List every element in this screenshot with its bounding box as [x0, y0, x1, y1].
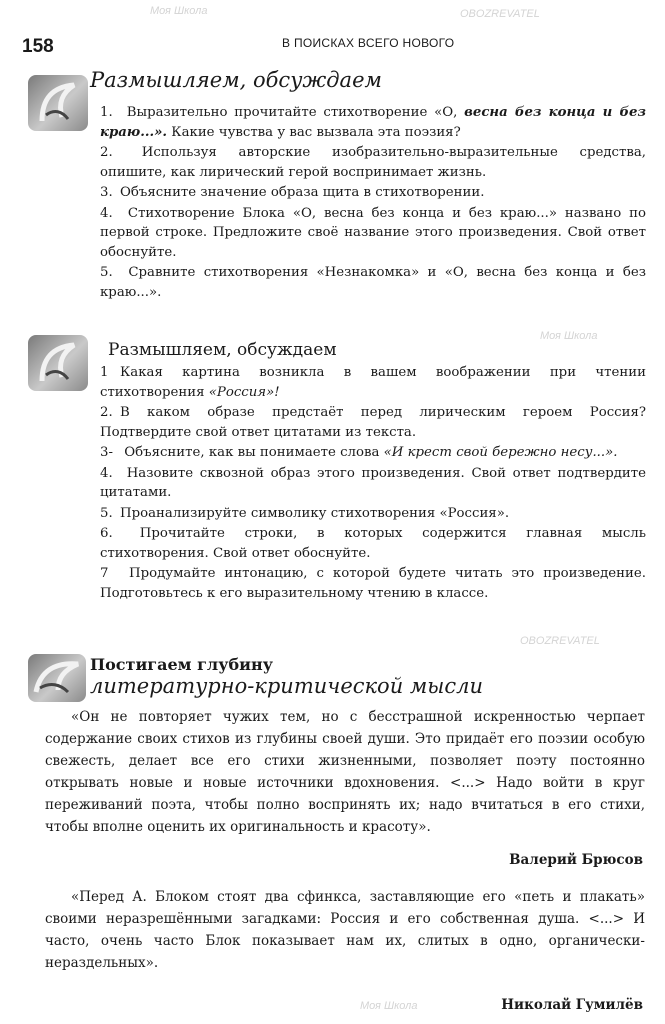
watermark: OBOZREVATEL — [520, 635, 600, 647]
discussion-icon — [28, 335, 88, 391]
list-item: 2. В каком образе предстаёт перед лирическим героем Россия? Подтвердите свой ответ цитатами из текста. — [100, 405, 646, 440]
section-title: Размышляем, обсуждаем — [108, 340, 337, 360]
section-subtitle: литературно-критической мысли — [90, 674, 484, 698]
list-item: 7 Продумайте интонацию, с которой будете читать это произведение. Подготовьтесь к его выразительному чтению в классе. — [100, 566, 646, 601]
section-title: Постигаем глубину — [90, 655, 273, 674]
watermark: OBOZREVATEL — [460, 8, 540, 20]
list-item: 5. Сравните стихотворения «Незнакомка» и «О, весна без конца и без краю...». — [100, 265, 646, 300]
list-item: 4. Назовите сквозной образ этого произведения. Свой ответ подтвердите цитатами. — [100, 465, 646, 500]
list-item: 3. Объясните значение образа щита в стихотворении. — [100, 185, 485, 200]
list-item: 6. Прочитайте строки, в которых содержится главная мысль стихотворения. Свой ответ обоснуйте. — [100, 526, 646, 561]
list-item: 4. Стихотворение Блока «О, весна без конца и без краю...» названо по первой строке. Предложите своё название этого произведения. Свой ответ обоснуйте. — [100, 205, 646, 260]
quote-author: Николай Гумилёв — [501, 997, 643, 1013]
section-title: Размышляем, обсуждаем — [90, 68, 382, 92]
page-number: 158 — [22, 36, 54, 57]
watermark: Моя Школа — [360, 1000, 418, 1012]
watermark: Моя Школа — [540, 330, 598, 342]
critic-quote: «Перед А. Блоком стоят два сфинкса, заставляющие его «петь и плакать» своими неразрешёнными загадками: Россия и его собственная душа. <...> И часто, очень часто Блок показывает нам их, слитых в одно, органически-нераздельных». — [45, 889, 645, 971]
watermark: Моя Школа — [150, 5, 208, 17]
list-item: 1 Какая картина возникла в вашем воображении при чтении стихотворения «Россия»! — [100, 365, 646, 400]
question-list — [100, 363, 646, 604]
question-list — [100, 103, 646, 303]
critic-quote: «Он не повторяет чужих тем, но с бесстрашной искренностью черпает содержание своих стихов из глубины своей души. Это придаёт его поэзии особую свежесть, делает все его стихи жизненными, позволяет поэту постоянно открывать новые и новые источники вдохновения. <...> Надо войти в круг переживаний поэта, чтобы полно воспринять их; надо вчитаться в его стихи, чтобы вполне оценить их оригинальность и красоту». — [45, 709, 645, 835]
list-item: 1. Выразительно прочитайте стихотворение «О, весна без конца и без краю...». Какие чувства у вас вызвала эта поэзия? — [100, 105, 646, 140]
quote-author: Валерий Брюсов — [509, 852, 643, 868]
discussion-icon — [28, 75, 88, 131]
running-title: В ПОИСКАХ ВСЕГО НОВОГО — [282, 36, 455, 50]
list-item: 5. Проанализируйте символику стихотворения «Россия». — [100, 505, 510, 521]
critique-icon — [28, 654, 86, 702]
list-item: 3- Объясните, как вы понимаете слова «И крест свой бережно несу...». — [100, 445, 618, 460]
list-item: 2. Используя авторские изобразительно-выразительные средства, опишите, как лирический герой воспринимает жизнь. — [100, 145, 646, 180]
